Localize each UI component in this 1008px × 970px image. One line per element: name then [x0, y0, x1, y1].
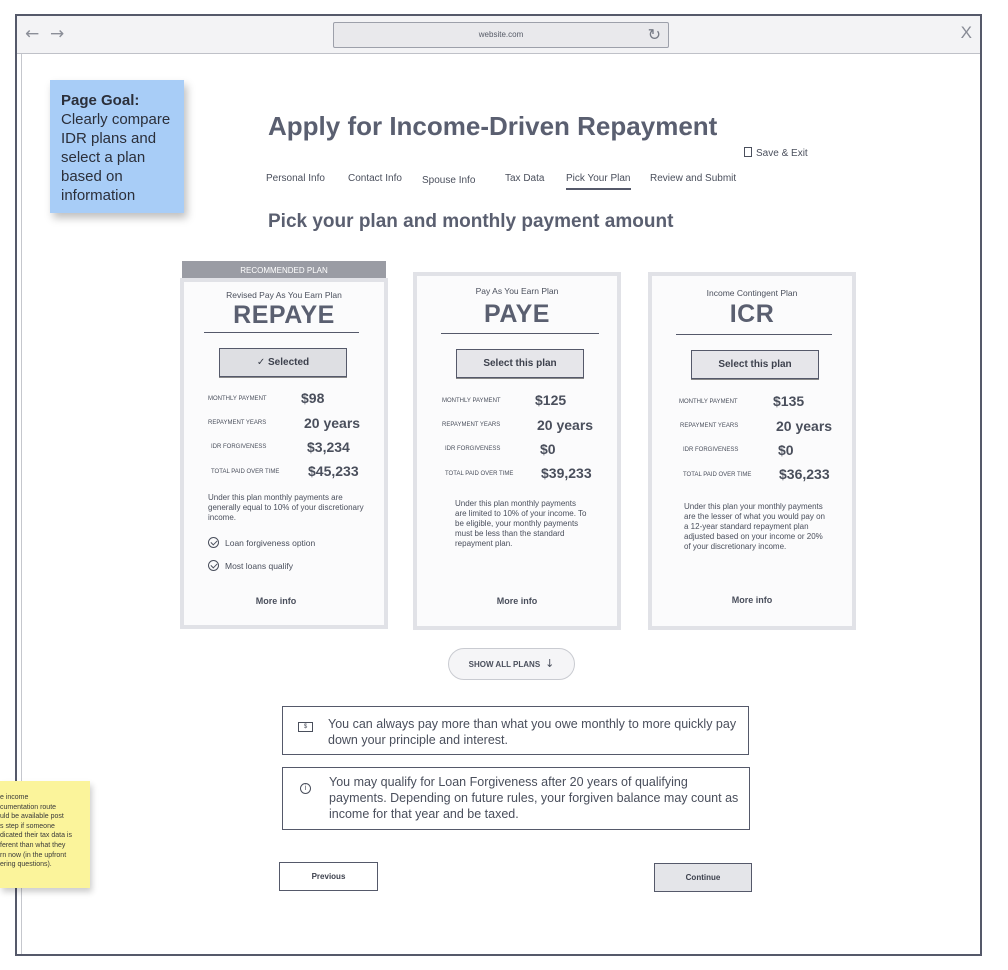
monthly-payment-label: MONTHLY PAYMENT: [679, 399, 738, 405]
show-all-label: SHOW ALL PLANS: [468, 660, 541, 669]
monthly-payment-label: MONTHLY PAYMENT: [442, 398, 501, 404]
repayment-years-value: 20 years: [304, 415, 361, 431]
more-info-link[interactable]: More info: [496, 596, 538, 606]
sticky-note-page-goal: [50, 80, 184, 213]
info-icon: i: [300, 783, 311, 794]
sticky-line: e income: [0, 794, 29, 801]
total-paid-value: $45,233: [308, 463, 359, 479]
arrow-down-icon: ↓: [545, 657, 555, 670]
sticky-note-body: Clearly compare IDR plans and select a plan based on information: [61, 111, 171, 204]
plan-card-icr: [648, 272, 856, 630]
monthly-payment-label: MONTHLY PAYMENT: [208, 396, 267, 402]
idr-forgiveness-value: $3,234: [307, 439, 350, 455]
save-exit-link[interactable]: [744, 147, 808, 159]
plan-description: Under this plan your monthly payments are the lesser of what you would pay on a 12-year standard repayment plan adjusted based on your income or 20% of your discretionary income.: [684, 502, 825, 551]
plan-divider: [676, 334, 832, 335]
info-box-forgiveness: [282, 767, 750, 830]
show-all-plans-button[interactable]: [448, 648, 575, 680]
idr-forgiveness-value: $0: [540, 441, 556, 457]
section-subtitle: Pick your plan and monthly payment amount: [268, 211, 674, 232]
plan-divider: [204, 332, 359, 333]
sticky-note-heading: Page Goal:: [61, 92, 140, 109]
selected-plan-button[interactable]: ✓ Selected: [219, 348, 347, 377]
plan-description: Under this plan monthly payments are generally equal to 10% of your discretionary income.: [208, 493, 364, 522]
recommended-plan-banner: RECOMMENDED PLAN: [182, 261, 386, 280]
back-arrow-icon[interactable]: ←: [25, 24, 40, 44]
tab-contact-info[interactable]: Contact Info: [348, 173, 402, 184]
sticky-line: ering questions).: [0, 861, 52, 869]
monthly-payment-value: $125: [535, 392, 567, 408]
idr-forgiveness-label: IDR FORGIVENESS: [445, 446, 501, 452]
plan-divider: [441, 333, 599, 334]
select-plan-button[interactable]: Select this plan: [691, 350, 819, 379]
tab-pick-your-plan[interactable]: Pick Your Plan: [566, 173, 631, 184]
sticky-line: uld be available post: [0, 813, 64, 821]
select-plan-button[interactable]: Select this plan: [456, 349, 584, 378]
save-exit-label: Save & Exit: [756, 148, 808, 159]
tab-personal-info[interactable]: Personal Info: [266, 173, 325, 184]
repayment-years-label: REPAYMENT YEARS: [442, 422, 501, 428]
tab-spouse-info[interactable]: Spouse Info: [422, 175, 476, 186]
sticky-line: ferent than what they: [0, 841, 66, 849]
repayment-years-label: REPAYMENT YEARS: [208, 420, 267, 426]
feature-label: Most loans qualify: [225, 561, 294, 571]
info-text: You can always pay more than what you owe monthly to more quickly pay down your principle and interest.: [328, 717, 737, 747]
plan-full-name: Pay As You Earn Plan: [475, 286, 559, 296]
sticky-line: rn now (in the upfront: [0, 851, 67, 859]
forward-arrow-icon[interactable]: →: [50, 24, 65, 44]
plan-acronym: ICR: [729, 300, 775, 328]
tab-tax-data[interactable]: Tax Data: [505, 173, 545, 184]
total-paid-value: $36,233: [779, 466, 830, 482]
document-icon: [744, 147, 752, 157]
plan-card-paye: [413, 272, 621, 630]
feature-most-loans: [208, 560, 293, 571]
monthly-payment-value: $135: [773, 393, 805, 409]
plan-full-name: Revised Pay As You Earn Plan: [226, 290, 342, 300]
address-bar[interactable]: [333, 22, 669, 48]
feature-label: Loan forgiveness option: [225, 538, 316, 548]
repayment-years-label: REPAYMENT YEARS: [680, 423, 739, 429]
money-icon: $: [298, 722, 313, 732]
check-circle-icon: [208, 537, 219, 548]
sticky-note-income-route: [0, 781, 90, 888]
idr-forgiveness-value: $0: [778, 442, 794, 458]
total-paid-label: TOTAL PAID OVER TIME: [683, 472, 752, 478]
previous-button[interactable]: Previous: [279, 862, 378, 891]
total-paid-label: TOTAL PAID OVER TIME: [211, 469, 280, 475]
more-info-link[interactable]: More info: [255, 596, 297, 606]
more-info-link[interactable]: More info: [731, 595, 773, 605]
reload-icon[interactable]: ↻: [647, 25, 661, 44]
continue-button[interactable]: Continue: [654, 863, 752, 892]
feature-loan-forgiveness: [208, 537, 315, 548]
close-icon[interactable]: X: [960, 23, 972, 42]
info-box-pay-more: [282, 706, 749, 755]
idr-forgiveness-label: IDR FORGIVENESS: [683, 447, 739, 453]
total-paid-label: TOTAL PAID OVER TIME: [445, 471, 514, 477]
plan-description: Under this plan monthly payments are limited to 10% of your income. To be eligible, your monthly payments must be less than the standard repayment plan.: [455, 499, 587, 548]
repayment-years-value: 20 years: [537, 417, 594, 433]
sticky-line: dicated their tax data is: [0, 832, 72, 840]
info-text: You may qualify for Loan Forgiveness after 20 years of qualifying payments. Depending on future rules, your forgiven balance may count as income for that year and be taxed.: [329, 775, 739, 821]
monthly-payment-value: $98: [301, 390, 325, 406]
sticky-line: cumentation route: [0, 803, 57, 811]
repayment-years-value: 20 years: [776, 418, 833, 434]
idr-forgiveness-label: IDR FORGIVENESS: [211, 444, 267, 450]
check-circle-icon: [208, 560, 219, 571]
total-paid-value: $39,233: [541, 465, 592, 481]
sticky-line: s step if someone: [0, 822, 55, 830]
plan-acronym: PAYE: [484, 300, 550, 328]
browser-toolbar: [17, 16, 980, 54]
plan-full-name: Income Contingent Plan: [706, 288, 798, 298]
page-title: Apply for Income-Driven Repayment: [268, 111, 718, 141]
plan-card-repaye: [180, 278, 388, 629]
tab-review-and-submit[interactable]: Review and Submit: [650, 173, 737, 184]
plan-acronym: REPAYE: [233, 301, 335, 329]
url-text: website.com: [478, 30, 524, 39]
